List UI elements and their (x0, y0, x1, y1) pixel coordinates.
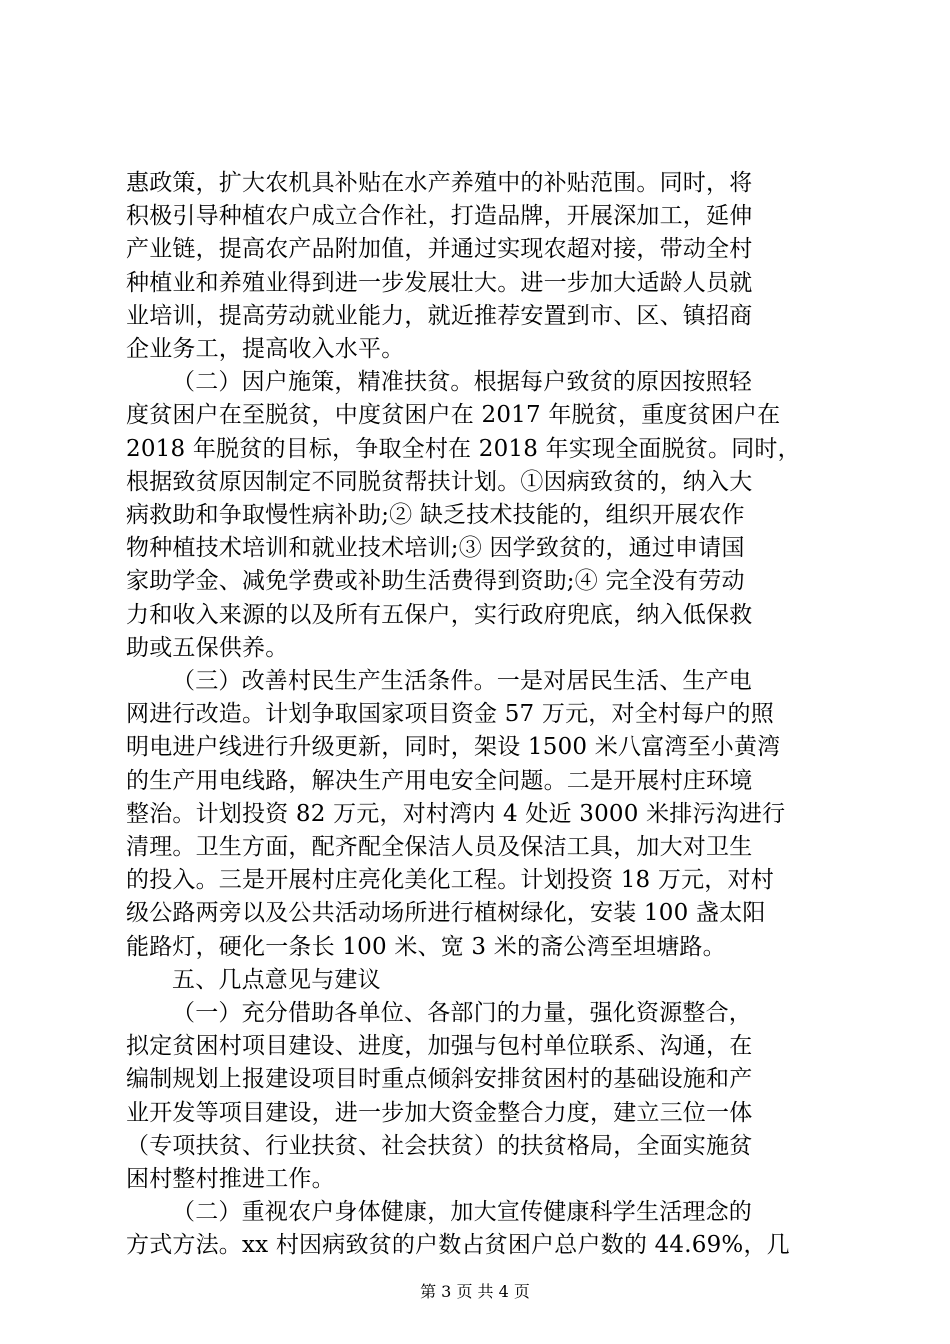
text-line: 方式方法。xx 村因病致贫的户数占贫困户总户数的 44.69%，几 (126, 1232, 790, 1259)
text-line: 病救助和争取慢性病补助;② 缺乏技术技能的，组织开展农作 (126, 502, 745, 528)
text-line: 力和收入来源的以及所有五保户，实行政府兜底，纳入低保救 (126, 601, 753, 628)
text-line: 困村整村推进工作。 (126, 1166, 335, 1192)
text-line: 根据致贫原因制定不同脱贫帮扶计划。①因病致贫的，纳入大 (126, 468, 753, 495)
text-line: 种植业和养殖业得到进一步发展壮大。进一步加大适龄人员就 (126, 269, 753, 296)
page-number-footer: 第 3 页 共 4 页 (420, 1282, 530, 1301)
paragraph-heading: （一）充分借助各单位、各部门的力量，强化资源整合， (172, 1000, 752, 1026)
text-line: 业开发等项目建设，进一步加大资金整合力度，建立三位一体 (126, 1099, 753, 1126)
text-line: 物种植技术培训和就业技术培训;③ 因学致贫的，通过申请国 (126, 535, 745, 562)
text-line: 助或五保供养。 (126, 634, 289, 661)
text-line: 积极引导种植农户成立合作社，打造品牌，开展深加工，延伸 (126, 203, 753, 230)
text-line: 家助学金、减免学费或补助生活费得到资助;④ 完全没有劳动 (126, 568, 745, 595)
text-line: 明电进户线进行升级更新，同时，架设 1500 米八富湾至小黄湾 (126, 734, 781, 761)
text-line: 清理。卫生方面，配齐配全保洁人员及保洁工具，加大对卫生 (126, 834, 753, 860)
text-line: 级公路两旁以及公共活动场所进行植树绿化，安装 100 盏太阳 (126, 900, 766, 927)
text-line: 业培训，提高劳动就业能力，就近推荐安置到市、区、镇招商 (126, 302, 753, 329)
text-line: 的生产用电线路，解决生产用电安全问题。二是开展村庄环境 (126, 767, 753, 794)
text-line: 整治。计划投资 82 万元，对村湾内 4 处近 3000 米排污沟进行 (126, 800, 786, 827)
text-line: （专项扶贫、行业扶贫、社会扶贫）的扶贫格局，全面实施贫 (126, 1132, 753, 1159)
section-heading: 五、几点意见与建议 (172, 966, 381, 993)
text-line: 2018 年脱贫的目标，争取全村在 2018 年实现全面脱贫。同时， (126, 435, 801, 462)
text-line: 能路灯，硬化一条长 100 米、宽 3 米的斋公湾至坦塘路。 (126, 933, 726, 960)
text-line: 编制规划上报建设项目时重点倾斜安排贫困村的基础设施和产 (126, 1066, 753, 1093)
text-line: 网进行改造。计划争取国家项目资金 57 万元，对全村每户的照 (126, 701, 774, 728)
text-line: 拟定贫困村项目建设、进度，加强与包村单位联系、沟通，在 (126, 1033, 753, 1060)
text-line: 的投入。三是开展村庄亮化美化工程。计划投资 18 万元，对村 (126, 867, 774, 894)
text-line: 度贫困户在至脱贫，中度贫困户在 2017 年脱贫，重度贫困户在 (126, 402, 781, 429)
paragraph-heading: （三）改善村民生产生活条件。一是对居民生活、生产电 (172, 668, 752, 694)
text-line: 惠政策，扩大农机具补贴在水产养殖中的补贴范围。同时，将 (126, 170, 753, 196)
text-line: 企业务工，提高收入水平。 (126, 336, 405, 362)
text-line: 产业链，提高农产品附加值，并通过实现农超对接，带动全村 (126, 236, 753, 263)
paragraph-heading: （二）重视农户身体健康，加大宣传健康科学生活理念的 (172, 1199, 752, 1226)
paragraph-heading: （二）因户施策，精准扶贫。根据每户致贫的原因按照轻 (172, 369, 752, 396)
